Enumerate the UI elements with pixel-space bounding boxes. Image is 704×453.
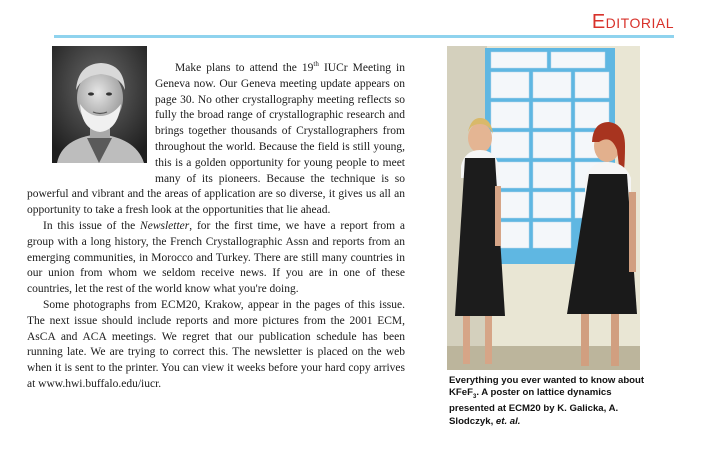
poster-photo [447,46,640,370]
paragraph-2: In this issue of the Newsletter, for the first time, we have a report from a group with a long history, the French Crystallographic Assn and reports from an emerging communities, in Morocco and Turkey. There are still many countries in our union from whom we seldom receive news. If you are in one of these countries, let the rest of the world know what you're doing. [27,219,405,296]
photo-caption: Everything you ever wanted to know about KFeF$_3$. A poster on lattice dynamics presented at ECM20 by K. Galicka, A. Slodczyk, et. al. [449,375,645,427]
paragraph-3: Some photographs from ECM20, Krakow, appear in the pages of this issue. The next issue should include reports and more pictures from the 2001 ECM, AsCA and ACA meetings. We regret that our publication schedule has been running late. We are trying to correct this. The newsletter is placed on the web when it is sent to the printer. You can view it weeks before your hard copy arrives at www.hwi.buffalo.edu/iucr. [27,298,405,390]
paragraph-1: Make plans to attend the 19th IUCr Meeting in Geneva now. Our Geneva meeting update appears on page 30. No other crystallography meeting reflects so fully the broad range of crystallographic research and brings together thousands of Crystallographers from throughout the world. Because the field is still young, this is a golden opportunity for young people to meet many of its pioneers. Because the technique is so powerful and vibrant and the areas of application are so diverse, it gives us all an opportunity to take a fresh look at the opportunities that lie ahead. [27,60,405,217]
header-rule [54,35,674,38]
editorial-article [27,61,405,393]
poster-illustration [447,46,640,370]
section-title: Editorial [591,11,674,33]
